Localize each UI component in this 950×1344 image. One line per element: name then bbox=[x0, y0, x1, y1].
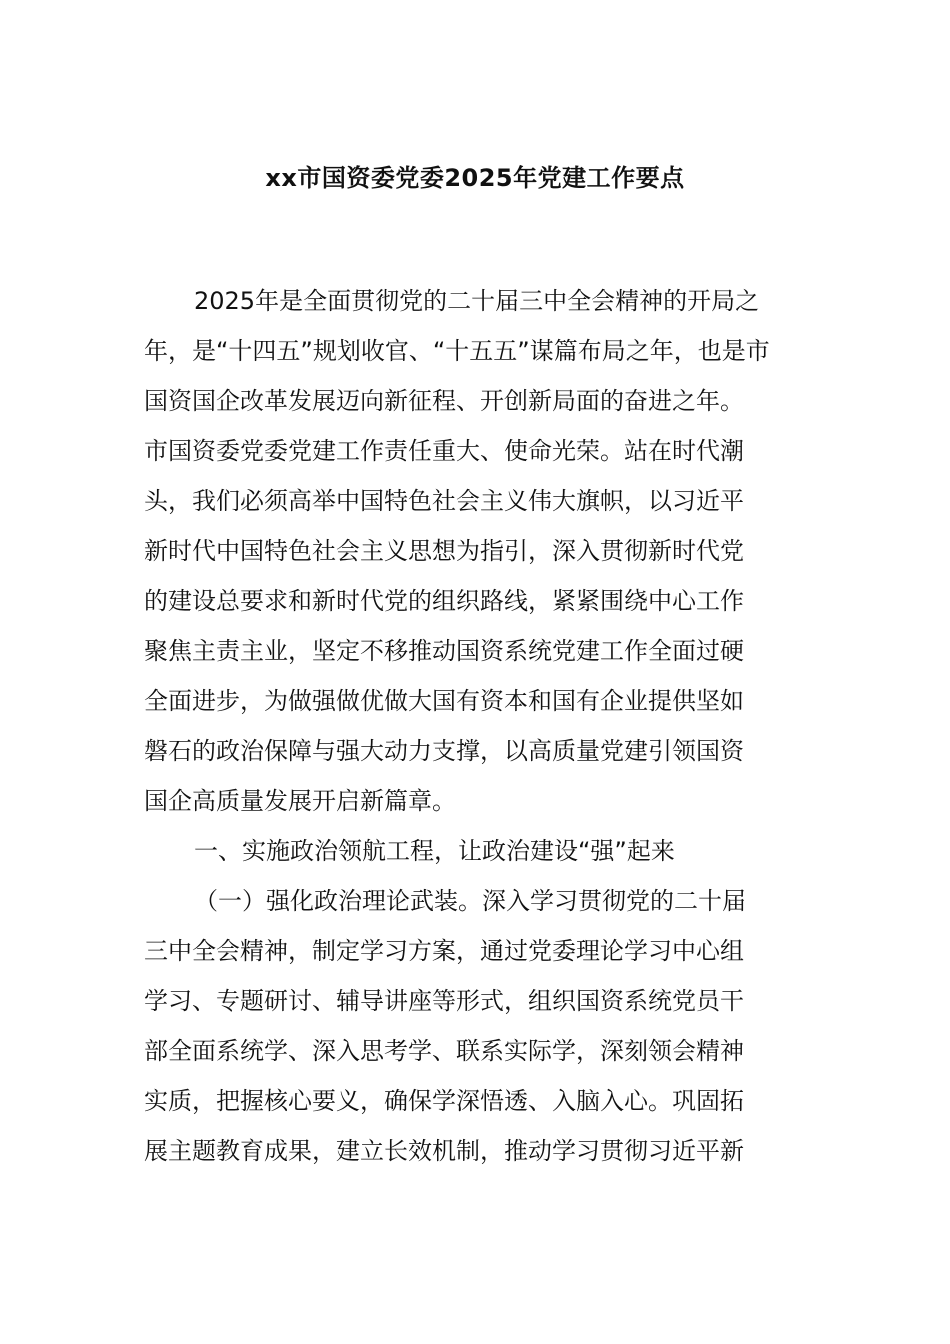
section-heading: 一、实施政治领航工程，让政治建设“强”起来 bbox=[194, 837, 675, 865]
paragraph-line: 国资国企改革发展迈向新征程、开创新局面的奋进之年。 bbox=[144, 387, 744, 415]
paragraph-line: 磐石的政治保障与强大动力支撑，以高质量党建引领国资 bbox=[144, 737, 744, 765]
paragraph-line: 国企高质量发展开启新篇章。 bbox=[144, 787, 456, 815]
paragraph-line: 三中全会精神，制定学习方案，通过党委理论学习中心组 bbox=[144, 937, 744, 965]
paragraph-line: 实质，把握核心要义，确保学深悟透、入脑入心。巩固拓 bbox=[144, 1087, 744, 1115]
paragraph-line: 聚焦主责主业，坚定不移推动国资系统党建工作全面过硬 bbox=[144, 637, 744, 665]
paragraph-line: 新时代中国特色社会主义思想为指引，深入贯彻新时代党 bbox=[144, 537, 744, 565]
paragraph-line: 2025年是全面贯彻党的二十届三中全会精神的开局之 bbox=[194, 287, 760, 315]
paragraph-line: 头，我们必须高举中国特色社会主义伟大旗帜，以习近平 bbox=[144, 487, 744, 515]
paragraph-line: 全面进步，为做强做优做大国有资本和国有企业提供坚如 bbox=[144, 687, 744, 715]
document-title: xx市国资委党委2025年党建工作要点 bbox=[265, 164, 685, 192]
paragraph-line: 学习、专题研讨、辅导讲座等形式，组织国资系统党员干 bbox=[144, 987, 744, 1015]
paragraph-line: 展主题教育成果，建立长效机制，推动学习贯彻习近平新 bbox=[144, 1137, 744, 1165]
paragraph-line: 部全面系统学、深入思考学、联系实际学，深刻领会精神 bbox=[144, 1037, 744, 1065]
paragraph-line: 年，是“十四五”规划收官、“十五五”谋篇布局之年，也是市 bbox=[144, 337, 770, 365]
paragraph-line: （一）强化政治理论武装。深入学习贯彻党的二十届 bbox=[194, 887, 746, 915]
paragraph-line: 的建设总要求和新时代党的组织路线，紧紧围绕中心工作 bbox=[144, 587, 744, 615]
document-body bbox=[144, 276, 808, 1176]
paragraph-line: 市国资委党委党建工作责任重大、使命光荣。站在时代潮 bbox=[144, 437, 744, 465]
